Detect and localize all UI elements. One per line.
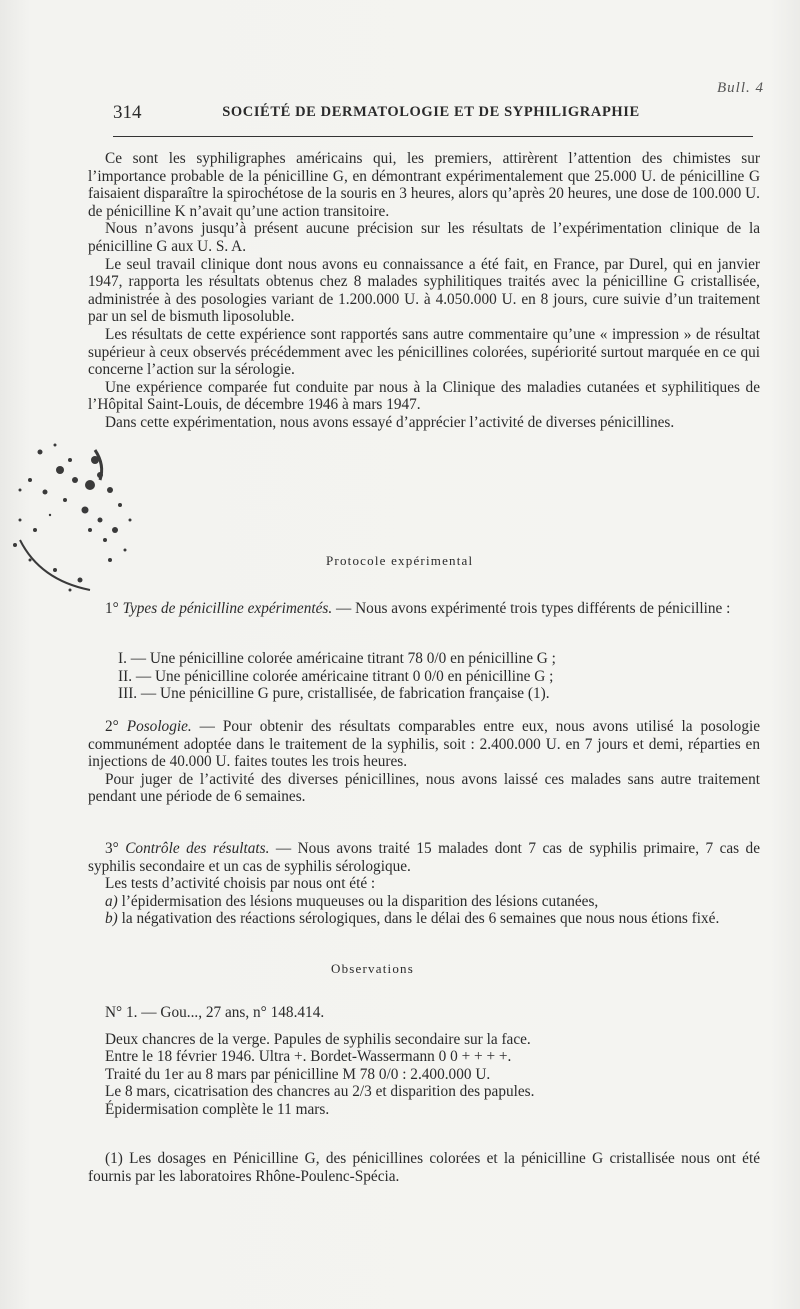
- section-text: — Pour obtenir des résultats comparables entre eux, nous avons utilisé la posologie communément adoptée dans le traitement de la syphilis, soit : 2.400.000 U. en 7 jours et demi, réparties en injections de 40.000 U. faites toutes les trois heures.: [88, 718, 761, 771]
- ink-stain-image: [0, 430, 175, 620]
- paragraph: Les résultats de cette expérience sont rapportés sans autre commentaire qu’une « impression » de résultat supérieur à ceux observés précédemment avec les pénicillines colorées, supériorité surtout marquée en ce qui concerne l’action sur la sérologie.: [88, 325, 760, 379]
- observation-line: Traité du 1er au 8 mars par pénicilline M 78 0/0 : 2.400.000 U.: [105, 1065, 491, 1083]
- posologie-paragraph: [88, 718, 760, 806]
- list-item: II. — Une pénicilline colorée américaine titrant 0 0/0 en pénicilline G ;: [118, 667, 554, 685]
- section-number: 1°: [105, 600, 119, 617]
- paragraph: Nous n’avons jusqu’à présent aucune précision sur les résultats de l’expérimentation clinique de la pénicilline G aux U. S. A.: [88, 220, 760, 255]
- section-number: 3°: [105, 840, 119, 857]
- paragraph: Ce sont les syphiligraphes américains qui, les premiers, attirèrent l’attention des chimistes sur l’importance probable de la pénicilline G, en démontrant expérimentalement que 25.000 U. de pénicilline G faisaient disparaître la spirochétose de la souris en 3 heures, alors qu’après 20 heures, une dose de 100.000 U. de pénicilline K n’avait qu’une action transitoire.: [88, 150, 760, 220]
- types-list: [88, 650, 760, 703]
- observation-line: Entre le 18 février 1946. Ultra +. Bordet-Wassermann 0 0 + + + +.: [105, 1048, 512, 1066]
- header-rule: [113, 136, 753, 137]
- list-item: III. — Une pénicilline G pure, cristallisée, de fabrication française (1).: [118, 685, 550, 703]
- page-header: [113, 100, 753, 126]
- intro-text: [88, 150, 760, 432]
- observation-line: Deux chancres de la verge. Papules de syphilis secondaire sur la face.: [105, 1030, 531, 1048]
- observation-line: Épidermisation complète le 11 mars.: [105, 1100, 330, 1118]
- test-label: b): [105, 910, 118, 928]
- observation-line: Le 8 mars, cicatrisation des chancres au 2/3 et disparition des papules.: [105, 1083, 535, 1101]
- footnote: [88, 1150, 760, 1185]
- paragraph: Les tests d’activité choisis par nous ont été :: [105, 875, 376, 893]
- paragraph: Pour juger de l’activité des diverses pénicillines, nous avons laissé ces malades sans autre traitement pendant une période de 6 semaines.: [88, 770, 760, 806]
- running-head: SOCIÉTÉ DE DERMATOLOGIE ET DE SYPHILIGRAPHIE: [222, 104, 640, 120]
- bulletin-mark: Bull. 4: [717, 80, 764, 96]
- types-paragraph: [88, 600, 760, 618]
- page-number: 314: [113, 102, 142, 123]
- list-item: I. — Une pénicilline colorée américaine titrant 78 0/0 en pénicilline G ;: [118, 650, 556, 667]
- section-title: Posologie.: [126, 718, 192, 735]
- test-text: l’épidermisation des lésions muqueuses ou la disparition des lésions cutanées,: [117, 892, 599, 910]
- section-title: Types de pénicilline expérimentés.: [122, 600, 333, 617]
- section-title: Contrôle des résultats.: [125, 840, 270, 857]
- paragraph: Dans cette expérimentation, nous avons essayé d’apprécier l’activité de diverses pénicillines.: [105, 413, 675, 431]
- observation-title: N° 1. — Gou..., 27 ans, n° 148.414.: [105, 1004, 325, 1021]
- test-text: la négativation des réactions sérologiques, dans le délai des 6 semaines que nous nous étions fixé.: [117, 910, 720, 928]
- protocol-heading: Protocole expérimental: [326, 553, 474, 568]
- observations-heading: Observations: [331, 961, 414, 976]
- test-label: a): [105, 892, 118, 910]
- controle-paragraph: [88, 840, 760, 928]
- paragraph: Une expérience comparée fut conduite par nous à la Clinique des maladies cutanées et syphilitiques de l’Hôpital Saint-Louis, de décembre 1946 à mars 1947.: [88, 378, 760, 414]
- footnote-text: (1) Les dosages en Pénicilline G, des pénicillines colorées et la pénicilline G cristallisée nous ont été fournis par les laboratoires Rhône-Poulenc-Spécia.: [88, 1150, 760, 1185]
- section-text: — Nous avons traité 15 malades dont 7 cas de syphilis primaire, 7 cas de syphilis secondaire et un cas de syphilis sérologique.: [88, 840, 760, 875]
- observation-1: [88, 1004, 760, 1119]
- section-number: 2°: [105, 718, 119, 735]
- section-text: — Nous avons expérimenté trois types différents de pénicilline :: [332, 600, 731, 617]
- paragraph: Le seul travail clinique dont nous avons eu connaissance a été fait, en France, par Durel, qui en janvier 1947, rapporta les résultats obtenus chez 8 malades syphilitiques traités avec la pénicilline G cristallisée, administrée à des posologies variant de 1.200.000 U. à 4.050.000 U. en 8 jours, cure suivie d’un traitement par un sel de bismuth liposoluble.: [88, 255, 760, 326]
